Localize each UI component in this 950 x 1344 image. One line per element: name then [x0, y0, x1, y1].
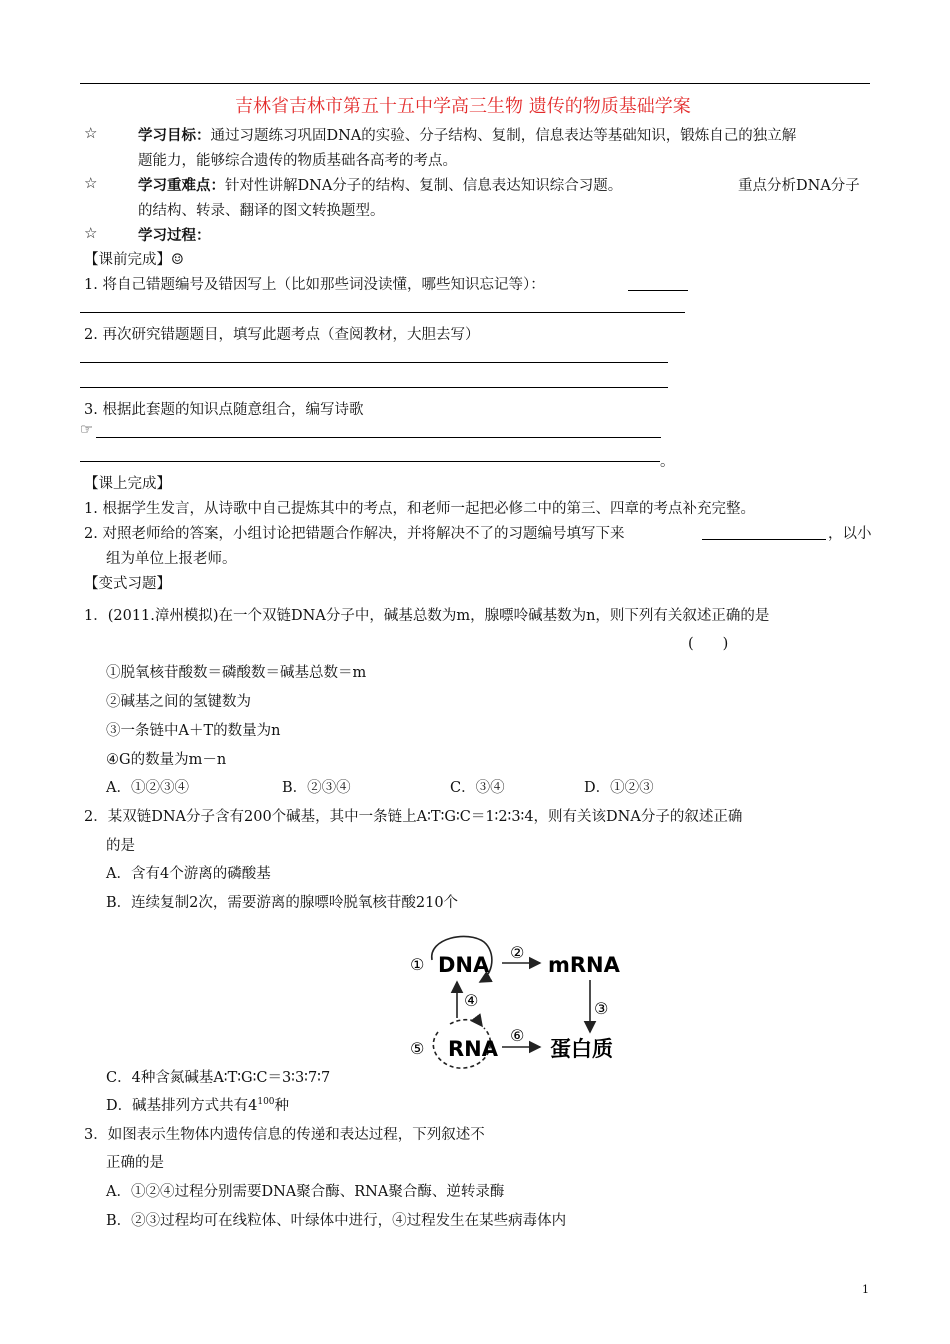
poem-line[interactable] — [96, 437, 661, 438]
top-rule — [80, 83, 870, 84]
q2-option-a[interactable]: A．含有4个游离的磷酸基 — [106, 866, 271, 882]
q1-option-c[interactable]: C．③④ — [450, 780, 505, 796]
label-5: ⑤ — [410, 1039, 425, 1058]
rna-node: RNA — [448, 1037, 498, 1061]
answer-line[interactable] — [80, 312, 685, 313]
q3-option-a[interactable]: A．①②④过程分别需要DNA聚合酶、RNA聚合酶、逆转录酶 — [106, 1184, 505, 1200]
q1-option-a[interactable]: A．①②③④ — [106, 780, 189, 796]
protein-node: 蛋白质 — [550, 1037, 613, 1061]
q2-option-b[interactable]: B．连续复制2次，需要游离的腺嘌呤脱氧核苷酸210个 — [106, 895, 459, 911]
goal-line-1 — [138, 124, 796, 145]
key-line-2: 的结构、转录、翻译的图文转换题型。 — [138, 203, 385, 219]
q1-statement-4: ④G的数量为m－n — [106, 752, 227, 768]
q1-statement-2: ②碱基之间的氢键数为 — [106, 694, 251, 710]
key-text: 针对性讲解DNA分子的结构、复制、信息表达知识综合习题。 — [225, 178, 623, 194]
q3-option-b[interactable]: B．②③过程均可在线粒体、叶绿体中进行，④过程发生在某些病毒体内 — [106, 1213, 567, 1229]
in-class-item-2: 2. 对照老师给的答案，小组讨论把错题合作解决，并将解决不了的习题编号填写下来 — [84, 526, 625, 542]
q3-stem-1: 3．如图表示生物体内遗传信息的传递和表达过程，下列叙述不 — [84, 1127, 485, 1143]
label-3: ③ — [594, 999, 609, 1018]
pre-class-item-1: 1. 将自己错题编号及错因写上（比如那些词没读懂，哪些知识忘记等）： — [84, 277, 545, 293]
label-2: ② — [510, 943, 525, 962]
star-icon: ☆ — [84, 124, 98, 142]
answer-line[interactable] — [80, 387, 668, 388]
answer-line[interactable] — [80, 362, 668, 363]
period-mark: 。 — [660, 454, 675, 470]
central-dogma-diagram — [410, 930, 630, 1070]
q2-stem-1: 2．某双链DNA分子含有200个碱基，其中一条链上A∶T∶G∶C＝1∶2∶3∶4，则有关该DNA分子的叙述正确 — [84, 809, 743, 825]
q2-option-d[interactable]: D．碱基排列方式共有$4^{100}$种 — [106, 1097, 290, 1114]
q1-statement-1: ①脱氧核苷酸数＝磷酸数＝碱基总数＝m — [106, 665, 367, 681]
key-label: 学习重难点： — [138, 177, 225, 194]
q1-option-b[interactable]: B．②③④ — [282, 780, 351, 796]
star-icon: ☆ — [84, 174, 98, 192]
q3-stem-2: 正确的是 — [106, 1155, 164, 1171]
in-class-item-1: 1. 根据学生发言，从诗歌中自己提炼其中的考点，和老师一起把必修二中的第三、四章的考点补充完整。 — [84, 501, 755, 517]
mrna-node: mRNA — [548, 953, 620, 977]
in-class-heading: 【课上完成】 — [84, 476, 171, 492]
dna-node: DNA — [438, 953, 490, 977]
in-class-item-2b: ，以小 — [828, 526, 872, 542]
answer-blank[interactable] — [628, 290, 688, 291]
label-6: ⑥ — [510, 1026, 525, 1045]
goal-label: 学习目标： — [138, 127, 211, 144]
variants-heading: 【变式习题】 — [84, 576, 171, 592]
pre-class-item-3: 3. 根据此套题的知识点随意组合，编写诗歌 — [84, 402, 364, 418]
in-class-item-2c: 组为单位上报老师。 — [106, 551, 237, 567]
poem-line[interactable] — [80, 461, 660, 462]
pre-class-heading: 【课前完成】☺ — [84, 252, 184, 268]
process-label: 学习过程： — [138, 227, 211, 244]
goal-text: 通过习题练习巩固DNA的实验、分子结构、复制，信息表达等基础知识，锻炼自己的独立解 — [210, 128, 797, 144]
key-line-1b: 重点分析DNA分子 — [738, 178, 860, 194]
q2-option-c[interactable]: C．4种含氮碱基A∶T∶G∶C＝3∶3∶7∶7 — [106, 1070, 331, 1086]
page-number: 1 — [862, 1283, 869, 1296]
label-1: ① — [410, 955, 425, 974]
q1-answer-paren: ( ) — [688, 636, 729, 652]
answer-blank[interactable] — [702, 539, 826, 540]
q1-statement-3: ③一条链中A＋T的数量为n — [106, 723, 281, 739]
label-4: ④ — [464, 991, 479, 1010]
q1-option-d[interactable]: D．①②③ — [584, 780, 654, 796]
goal-line-2: 题能力，能够综合遗传的物质基础各高考的考点。 — [138, 153, 457, 169]
q2-stem-2: 的是 — [106, 838, 135, 854]
star-icon: ☆ — [84, 224, 98, 242]
pre-class-item-2: 2. 再次研究错题题目，填写此题考点（查阅教材，大胆去写） — [84, 327, 480, 343]
key-line-1 — [138, 174, 622, 195]
rna-replication-arrowhead — [450, 1020, 482, 1026]
q1-stem: 1．(2011.漳州模拟)在一个双链DNA分子中，碱基总数为m，腺嘌呤碱基数为n，则下列有关叙述正确的是 — [84, 608, 770, 624]
page-title: 吉林省吉林市第五十五中学高三生物 遗传的物质基础学案 — [235, 96, 691, 117]
pointing-hand-icon: ☞ — [80, 422, 93, 438]
